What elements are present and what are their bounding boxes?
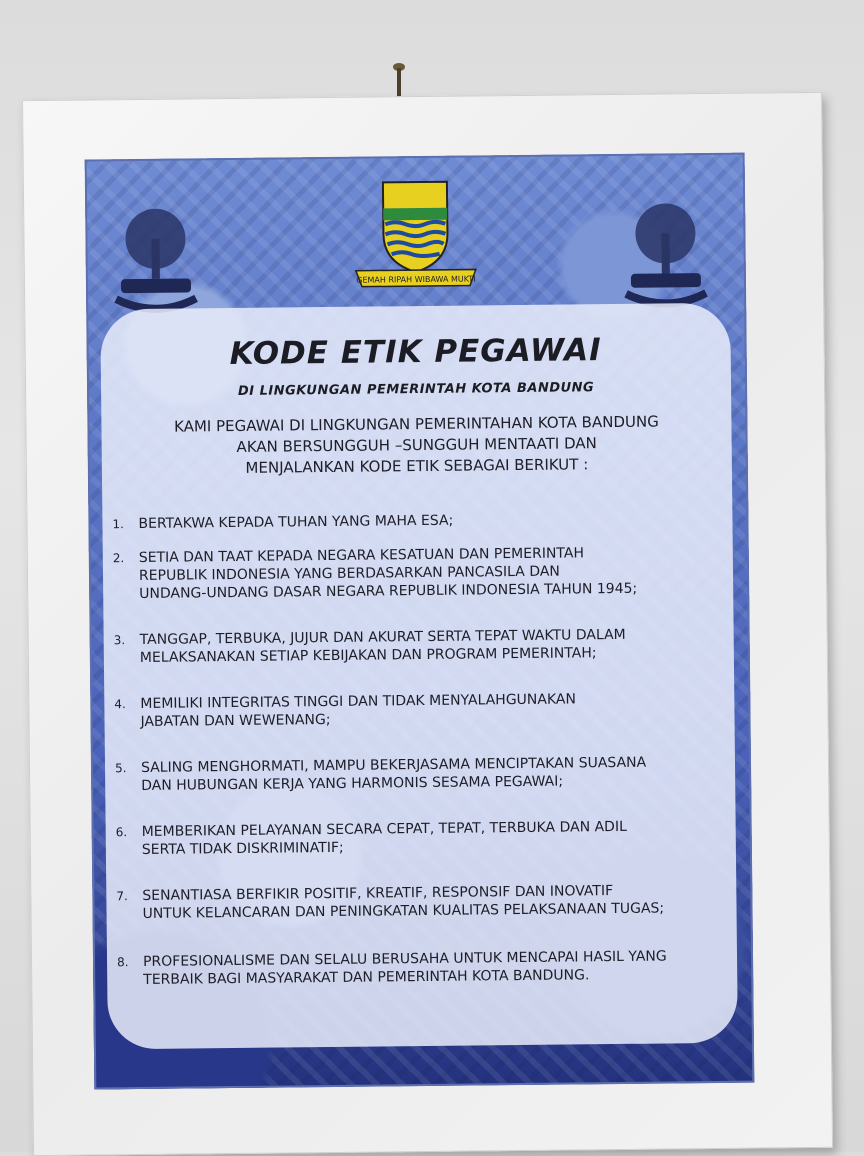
list-item [116,817,721,887]
list-item [114,625,719,695]
list-item [113,543,718,631]
item-text: PROFESIONALISME DAN SELALU BERUSAHA UNTUK MENCAPAI HASIL YANG TERBAIK BAGI MASYARAKAT DAN PEMERINTAH KOTA BANDUNG. [142,948,667,988]
item-number: 8. [116,955,129,970]
list-item [116,881,721,953]
item-text: MEMBERIKAN PELAYANAN SECARA CEPAT, TEPAT, TERBUKA DAN ADIL SERTA TIDAK DISKRIMINATIF; [141,818,627,858]
item-number: 7. [116,889,128,904]
item-text: BERTAKWA KEPADA TUHAN YANG MAHA ESA; [138,512,454,532]
item-text: MEMILIKI INTEGRITAS TINGGI DAN TIDAK MENYALAHGUNAKAN JABATAN DAN WEWENANG; [140,691,577,730]
item-text: SENANTIASA BERFIKIR POSITIF, KREATIF, RESPONSIF DAN INOVATIF UNTUK KELANCARAN DAN PENINGKATAN KUALITAS PELAKSANAAN TUGAS; [142,883,665,922]
item-number: 6. [115,825,128,840]
item-number: 3. [113,633,126,648]
item-text: TANGGAP, TERBUKA, JUJUR DAN AKURAT SERTA TEPAT WAKTU DALAM MELAKSANAKAN SETIAP KEBIJAKAN DAN PROGRAM PEMERINTAH; [139,626,626,666]
bandung-city-emblem-icon [335,173,496,295]
poster-subtitle: DI LINGKUNGAN PEMERINTAH KOTA BANDUNG [237,380,595,399]
content-panel [100,303,738,1050]
list-item [115,753,720,823]
item-text: SETIA DAN TAAT KEPADA NEGARA KESATUAN DAN PEMERINTAH REPUBLIK INDONESIA YANG BERDASARKAN PANCASILA DAN UNDANG-UNDANG DASAR NEGARA REPUBLIK INDONESIA TAHUN 1945; [138,545,638,602]
picture-frame [22,92,833,1156]
intro-paragraph: KAMI PEGAWAI DI LINGKUNGAN PEMERINTAHAN KOTA BANDUNG AKAN BERSUNGGUH –SUNGGUH MENTAATI DAN MENJALANKAN KODE ETIK SEBAGAI BERIKUT : [174,412,659,477]
tree-ornament-icon [95,198,216,319]
item-number: 5. [114,761,127,776]
item-number: 1. [112,517,124,532]
poster-title: KODE ETIK PEGAWAI [229,332,602,373]
item-text: SALING MENGHORMATI, MAMPU BEKERJASAMA MENCIPTAKAN SUASANA DAN HUBUNGAN KERJA YANG HARMONIS SESAMA PEGAWAI; [140,754,647,794]
item-number: 2. [112,551,125,566]
code-of-ethics-poster [85,153,755,1090]
list-item [117,947,722,1013]
emblem-motto: GEMAH RIPAH WIBAWA MUKTI [356,274,476,285]
tree-ornament-icon [605,193,726,314]
list-item [114,689,719,759]
item-number: 4. [114,697,126,712]
ethics-list [112,509,721,1013]
